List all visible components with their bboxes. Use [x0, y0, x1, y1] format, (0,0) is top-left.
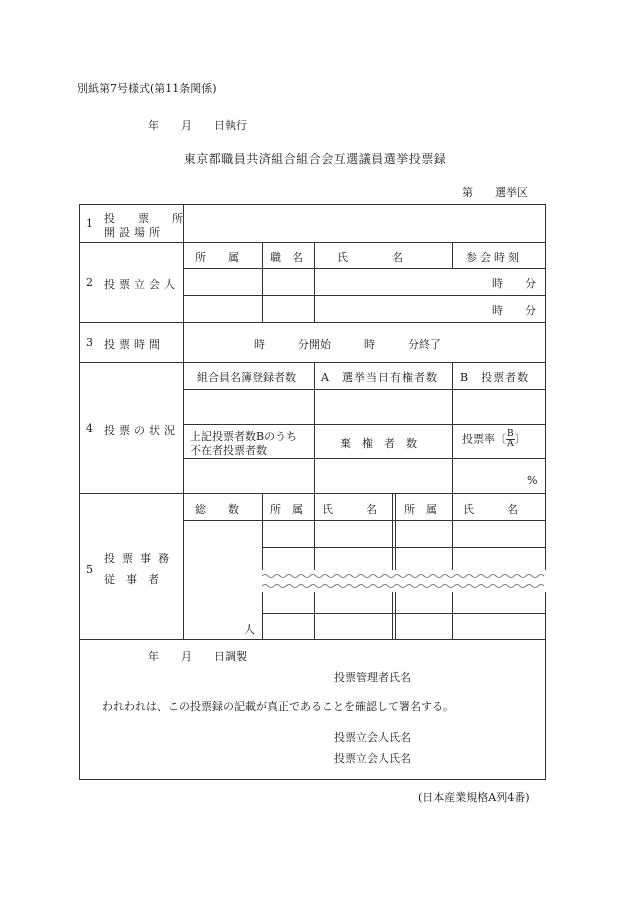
district-label: 第 選挙区	[462, 186, 528, 199]
section5-label: 従 事 者	[104, 573, 159, 586]
header-attendance-time: 参会時刻	[466, 251, 522, 264]
section5-label: 投票事務	[104, 552, 176, 565]
witness-signature-label-2: 投票立会人氏名	[334, 752, 411, 765]
row-line	[183, 268, 546, 269]
header-affiliation: 所 属	[195, 251, 239, 264]
header-affiliation: 所 属	[404, 503, 437, 516]
section5-number: 5	[86, 563, 93, 576]
row-line	[262, 613, 546, 614]
omission-wave-mark	[262, 570, 546, 592]
declaration-text: われわれは、この投票録の記載が真正であることを確認して署名する。	[102, 700, 454, 713]
percent-sign: %	[527, 474, 538, 487]
absentee-label: 上記投票者数Bのうち	[190, 430, 298, 443]
header-name: 氏 名	[322, 503, 377, 516]
manager-signature-label: 投票管理者氏名	[334, 671, 411, 684]
attendance-time-row2: 時 分	[492, 304, 536, 317]
row-line	[183, 458, 546, 459]
col-line	[452, 362, 453, 493]
section3-number: 3	[86, 336, 93, 349]
section2-number: 2	[86, 276, 93, 289]
attendance-time-row1: 時 分	[492, 277, 536, 290]
col-line	[314, 493, 315, 639]
col-line	[452, 242, 453, 268]
witness-signature-label-1: 投票立会人氏名	[334, 731, 411, 744]
row-line	[183, 520, 546, 521]
section-divider	[79, 639, 546, 640]
header-name: 氏 名	[337, 251, 403, 264]
col-line	[452, 493, 453, 639]
paper-size-note: (日本産業規格A列4番)	[418, 791, 530, 804]
header-position: 職 名	[270, 251, 303, 264]
abstainers-label: 棄 権 者 数	[340, 437, 417, 450]
section4-label: 投票の状況	[104, 424, 179, 437]
fraction-denominator: A	[507, 439, 514, 449]
row-line	[183, 295, 546, 296]
section1-label: 開設場所	[104, 226, 164, 239]
turnout-fraction	[506, 430, 515, 449]
col-line	[262, 493, 263, 639]
row-line	[183, 424, 546, 425]
header-name: 氏 名	[463, 503, 518, 516]
row-line	[262, 547, 546, 548]
section1-number: 1	[86, 217, 93, 230]
section-divider	[79, 242, 546, 243]
col-line	[314, 242, 315, 322]
section4-number: 4	[86, 422, 93, 435]
total-unit: 人	[244, 623, 255, 636]
prepared-date: 年 月 日調製	[148, 650, 247, 663]
double-col-line	[392, 493, 396, 639]
page-title: 東京都職員共済組合組合会互選議員選挙投票録	[183, 152, 447, 166]
section2-label: 投票立会人	[104, 278, 179, 291]
turnout-rate-label: 投票率〔 $\frac{B}{A}$ 〕	[462, 429, 526, 449]
polling-place-field[interactable]	[190, 210, 540, 238]
section1-label: 投 票 所	[104, 212, 189, 225]
col-line	[262, 242, 263, 322]
section-divider	[79, 322, 546, 323]
header-registered-members: 組合員名簿登録者数	[197, 371, 296, 384]
header-total: 総 数	[195, 503, 239, 516]
wave-lines	[262, 570, 546, 592]
fraction-numerator: B	[507, 429, 514, 439]
absentee-label: 不在者投票者数	[190, 444, 267, 457]
execution-date-line: 年 月 日執行	[148, 119, 247, 132]
voting-hours: 時 分開始 時 分終了	[254, 338, 441, 351]
row-line	[183, 389, 546, 390]
col-line	[314, 362, 315, 493]
header-affiliation: 所 属	[270, 503, 303, 516]
form-number: 別紙第7号様式(第11条関係)	[77, 82, 217, 95]
label-column-divider	[183, 204, 184, 639]
header-eligible-voters: A 選挙当日有権者数	[321, 371, 438, 384]
section-divider	[79, 493, 546, 494]
header-voters: B 投票者数	[460, 371, 530, 384]
section3-label: 投票時間	[104, 338, 164, 351]
turnout-rate-text: 投票率	[462, 432, 495, 446]
section-divider	[79, 362, 546, 363]
